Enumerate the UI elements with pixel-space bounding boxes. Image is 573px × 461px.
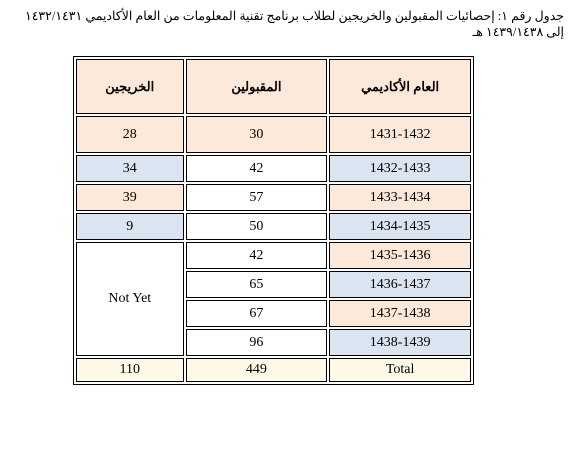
year-cell: 1434-1435: [329, 213, 471, 240]
total-label-cell: Total: [329, 358, 471, 382]
statistics-table: [73, 56, 474, 385]
year-cell: 1436-1437: [329, 271, 471, 298]
header-accepted: المقبولين: [186, 59, 328, 114]
table-row: [76, 213, 471, 240]
table-row: [76, 184, 471, 211]
graduates-cell: 39: [76, 184, 184, 211]
year-cell: 1438-1439: [329, 329, 471, 356]
table-row: [76, 242, 471, 269]
accepted-cell: 30: [186, 116, 328, 153]
year-cell: 1432-1433: [329, 155, 471, 182]
accepted-cell: 42: [186, 242, 328, 269]
table-row: [76, 155, 471, 182]
graduates-cell: 34: [76, 155, 184, 182]
table-caption: جدول رقم ١: إحصائيات المقبولين والخريجين لطلاب برنامج تقنية المعلومات من العام الأكاديمي ١٤٣٢/١٤٣١ إلى ١٤٣٩/١٤٣٨ هـ: [25, 9, 564, 39]
total-accepted-cell: 449: [186, 358, 328, 382]
total-row: [76, 358, 471, 382]
total-graduates-cell: 110: [76, 358, 184, 382]
year-cell: 1435-1436: [329, 242, 471, 269]
year-cell: 1437-1438: [329, 300, 471, 327]
graduates-cell: 9: [76, 213, 184, 240]
year-cell: 1433-1434: [329, 184, 471, 211]
graduates-cell: 28: [76, 116, 184, 153]
accepted-cell: 50: [186, 213, 328, 240]
accepted-cell: 42: [186, 155, 328, 182]
header-academic-year: العام الأكاديمي: [329, 59, 471, 114]
statistics-table-wrapper: [73, 56, 474, 385]
header-row: [76, 59, 471, 114]
accepted-cell: 96: [186, 329, 328, 356]
not-yet-cell: Not Yet: [76, 242, 184, 356]
table-row: [76, 116, 471, 153]
accepted-cell: 65: [186, 271, 328, 298]
accepted-cell: 57: [186, 184, 328, 211]
year-cell: 1431-1432: [329, 116, 471, 153]
header-graduates: الخريجين: [76, 59, 184, 114]
accepted-cell: 67: [186, 300, 328, 327]
